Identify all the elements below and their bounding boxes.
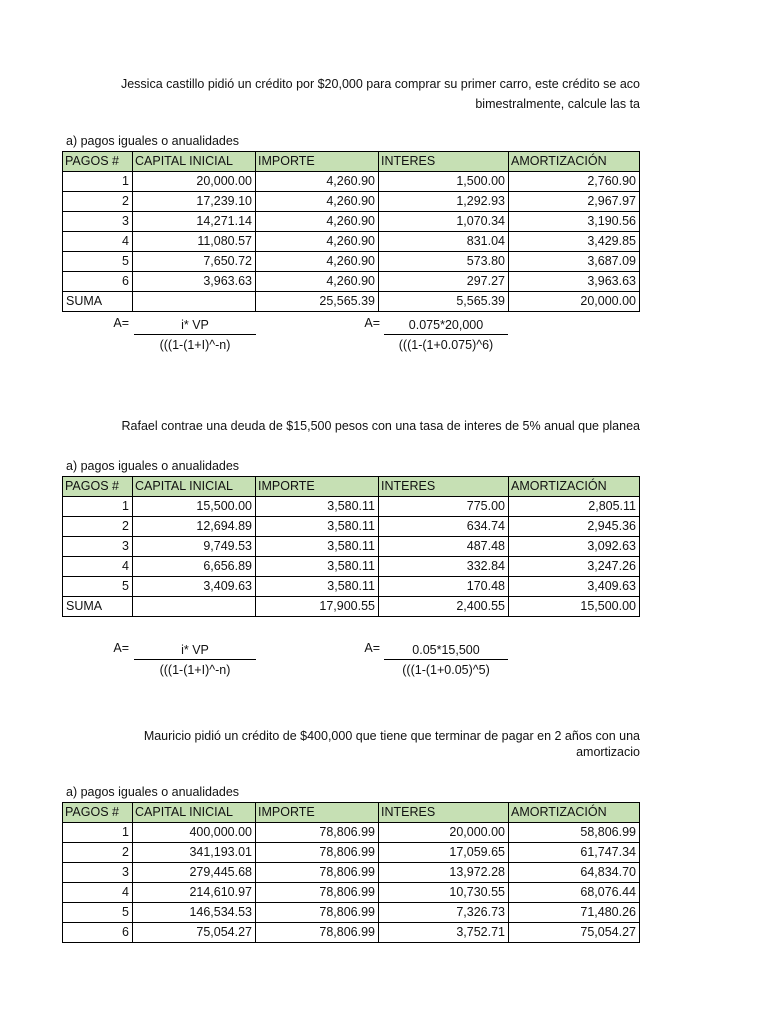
table-cell: 5 [63, 252, 133, 272]
table-cell: 11,080.57 [133, 232, 256, 252]
table-cell: 214,610.97 [133, 883, 256, 903]
table-cell: 3,580.11 [256, 537, 379, 557]
table-cell: 4,260.90 [256, 252, 379, 272]
table-cell: 71,480.26 [509, 903, 640, 923]
table-cell: 17,059.65 [379, 843, 509, 863]
table-cell: 75,054.27 [509, 923, 640, 943]
table-cell: 64,834.70 [509, 863, 640, 883]
table-row [63, 192, 640, 212]
table-cell: 1,292.93 [379, 192, 509, 212]
table-cell: 3 [63, 537, 133, 557]
table-cell: 3,247.26 [509, 557, 640, 577]
formula-label: A= [113, 316, 129, 330]
table-cell: 6 [63, 272, 133, 292]
table-cell: 14,271.14 [133, 212, 256, 232]
table-cell: 297.27 [379, 272, 509, 292]
table-cell: 1 [63, 497, 133, 517]
table-row [63, 172, 640, 192]
table-row [63, 923, 640, 943]
table-cell: 332.84 [379, 557, 509, 577]
formula-numerator: 0.075*20,000 [384, 316, 508, 335]
table-row [63, 272, 640, 292]
table-header-row [63, 477, 640, 497]
table-row [63, 843, 640, 863]
table-header-row [63, 803, 640, 823]
table-cell: 4 [63, 232, 133, 252]
table-row [63, 903, 640, 923]
table-row [63, 497, 640, 517]
formula-label: A= [113, 641, 129, 655]
header-cell: IMPORTE [256, 152, 379, 172]
problem-2-text-line-1: Rafael contrae una deuda de $15,500 pesos con una tasa de interes de 5% anual que planea [121, 419, 640, 433]
table-cell: 3,429.85 [509, 232, 640, 252]
problem-3-subtitle: a) pagos iguales o anualidades [66, 785, 240, 799]
header-cell: INTERES [379, 477, 509, 497]
table-cell: 78,806.99 [256, 823, 379, 843]
formula-label: A= [364, 316, 380, 330]
problem-3-table [62, 802, 640, 943]
table-cell: 4,260.90 [256, 272, 379, 292]
table-cell: 4,260.90 [256, 192, 379, 212]
formula-numerator: 0.05*15,500 [384, 641, 508, 660]
header-cell: CAPITAL INICIAL [133, 477, 256, 497]
table-cell: 6 [63, 923, 133, 943]
formula-denominator: (((1-(1+I)^-n) [159, 663, 231, 677]
table-cell: 1 [63, 172, 133, 192]
table-cell: 10,730.55 [379, 883, 509, 903]
table-cell: 1 [63, 823, 133, 843]
header-cell: AMORTIZACIÓN [509, 803, 640, 823]
table-cell: 400,000.00 [133, 823, 256, 843]
table-cell: 5 [63, 903, 133, 923]
table-cell: 2,945.36 [509, 517, 640, 537]
problem-2-subtitle: a) pagos iguales o anualidades [66, 459, 240, 473]
header-cell: CAPITAL INICIAL [133, 803, 256, 823]
sum-row [63, 597, 640, 617]
table-cell: 20,000.00 [509, 292, 640, 312]
table-cell: 1,500.00 [379, 172, 509, 192]
table-cell: 4,260.90 [256, 212, 379, 232]
table-cell: 3,963.63 [509, 272, 640, 292]
table-row [63, 577, 640, 597]
table-cell: 341,193.01 [133, 843, 256, 863]
table-cell: 2 [63, 843, 133, 863]
table-cell: 78,806.99 [256, 843, 379, 863]
table-cell: 13,972.28 [379, 863, 509, 883]
table-cell: 15,500.00 [509, 597, 640, 617]
header-cell: PAGOS # [63, 803, 133, 823]
table-cell: 58,806.99 [509, 823, 640, 843]
table-cell: 3,092.63 [509, 537, 640, 557]
table-cell: 3 [63, 863, 133, 883]
table-cell: 4,260.90 [256, 232, 379, 252]
table-cell: 68,076.44 [509, 883, 640, 903]
table-cell: 78,806.99 [256, 923, 379, 943]
header-cell: PAGOS # [63, 152, 133, 172]
table-row [63, 557, 640, 577]
formula-denominator: (((1-(1+0.075)^6) [398, 338, 494, 352]
table-cell: 7,650.72 [133, 252, 256, 272]
table-row [63, 823, 640, 843]
table-cell: 3,580.11 [256, 577, 379, 597]
table-cell: 3 [63, 212, 133, 232]
problem-3-text-line-2: amortizacio [576, 745, 640, 759]
table-cell: 12,694.89 [133, 517, 256, 537]
table-cell: 2,400.55 [379, 597, 509, 617]
table-cell: 20,000.00 [379, 823, 509, 843]
table-row [63, 212, 640, 232]
problem-3-text-line-1: Mauricio pidió un crédito de $400,000 que tiene que terminar de pagar en 2 años con una [143, 729, 640, 743]
table-cell: 279,445.68 [133, 863, 256, 883]
table-cell: 831.04 [379, 232, 509, 252]
formula-denominator: (((1-(1+I)^-n) [159, 338, 231, 352]
table-cell: 75,054.27 [133, 923, 256, 943]
sum-label: SUMA [63, 292, 133, 312]
table-cell: 4,260.90 [256, 172, 379, 192]
table-cell: 3,752.71 [379, 923, 509, 943]
table-cell: 5,565.39 [379, 292, 509, 312]
header-cell: INTERES [379, 152, 509, 172]
table-cell: 146,534.53 [133, 903, 256, 923]
table-cell: 4 [63, 557, 133, 577]
table-cell: 78,806.99 [256, 883, 379, 903]
table-cell: 3,963.63 [133, 272, 256, 292]
table-cell: 170.48 [379, 577, 509, 597]
problem-2-table [62, 476, 640, 617]
table-cell: 634.74 [379, 517, 509, 537]
formula-numerator: i* VP [134, 641, 256, 660]
table-cell: 3,580.11 [256, 557, 379, 577]
table-cell [133, 292, 256, 312]
table-cell: 6,656.89 [133, 557, 256, 577]
table-row [63, 232, 640, 252]
table-row [63, 883, 640, 903]
table-cell: 17,900.55 [256, 597, 379, 617]
header-cell: IMPORTE [256, 477, 379, 497]
problem-1-text-line-2: bimestralmente, calcule las ta [475, 97, 640, 111]
table-cell: 3,190.56 [509, 212, 640, 232]
table-cell: 3,580.11 [256, 497, 379, 517]
table-cell: 2 [63, 517, 133, 537]
formula-numerator: i* VP [134, 316, 256, 335]
header-cell: INTERES [379, 803, 509, 823]
table-cell: 78,806.99 [256, 863, 379, 883]
header-cell: IMPORTE [256, 803, 379, 823]
table-cell: 2,805.11 [509, 497, 640, 517]
formula-label: A= [364, 641, 380, 655]
table-cell: 2,760.90 [509, 172, 640, 192]
table-cell: 3,580.11 [256, 517, 379, 537]
table-cell: 3,409.63 [133, 577, 256, 597]
table-cell: 4 [63, 883, 133, 903]
header-cell: CAPITAL INICIAL [133, 152, 256, 172]
header-cell: AMORTIZACIÓN [509, 152, 640, 172]
table-row [63, 517, 640, 537]
table-cell: 1,070.34 [379, 212, 509, 232]
table-cell: 9,749.53 [133, 537, 256, 557]
table-cell: 487.48 [379, 537, 509, 557]
problem-1-table [62, 151, 640, 312]
table-cell: 78,806.99 [256, 903, 379, 923]
table-cell [133, 597, 256, 617]
table-cell: 3,409.63 [509, 577, 640, 597]
table-cell: 61,747.34 [509, 843, 640, 863]
table-cell: 2,967.97 [509, 192, 640, 212]
header-cell: PAGOS # [63, 477, 133, 497]
table-row [63, 537, 640, 557]
table-cell: 15,500.00 [133, 497, 256, 517]
table-header-row [63, 152, 640, 172]
table-cell: 7,326.73 [379, 903, 509, 923]
table-cell: 3,687.09 [509, 252, 640, 272]
sum-label: SUMA [63, 597, 133, 617]
sum-row [63, 292, 640, 312]
formula-denominator: (((1-(1+0.05)^5) [402, 663, 490, 677]
problem-1-text-line-1: Jessica castillo pidió un crédito por $20,000 para comprar su primer carro, este crédito se aco [120, 77, 640, 91]
table-cell: 25,565.39 [256, 292, 379, 312]
table-row [63, 252, 640, 272]
problem-1-subtitle: a) pagos iguales o anualidades [66, 134, 240, 148]
table-cell: 573.80 [379, 252, 509, 272]
header-cell: AMORTIZACIÓN [509, 477, 640, 497]
table-row [63, 863, 640, 883]
table-cell: 5 [63, 577, 133, 597]
table-cell: 775.00 [379, 497, 509, 517]
table-cell: 20,000.00 [133, 172, 256, 192]
table-cell: 17,239.10 [133, 192, 256, 212]
table-cell: 2 [63, 192, 133, 212]
